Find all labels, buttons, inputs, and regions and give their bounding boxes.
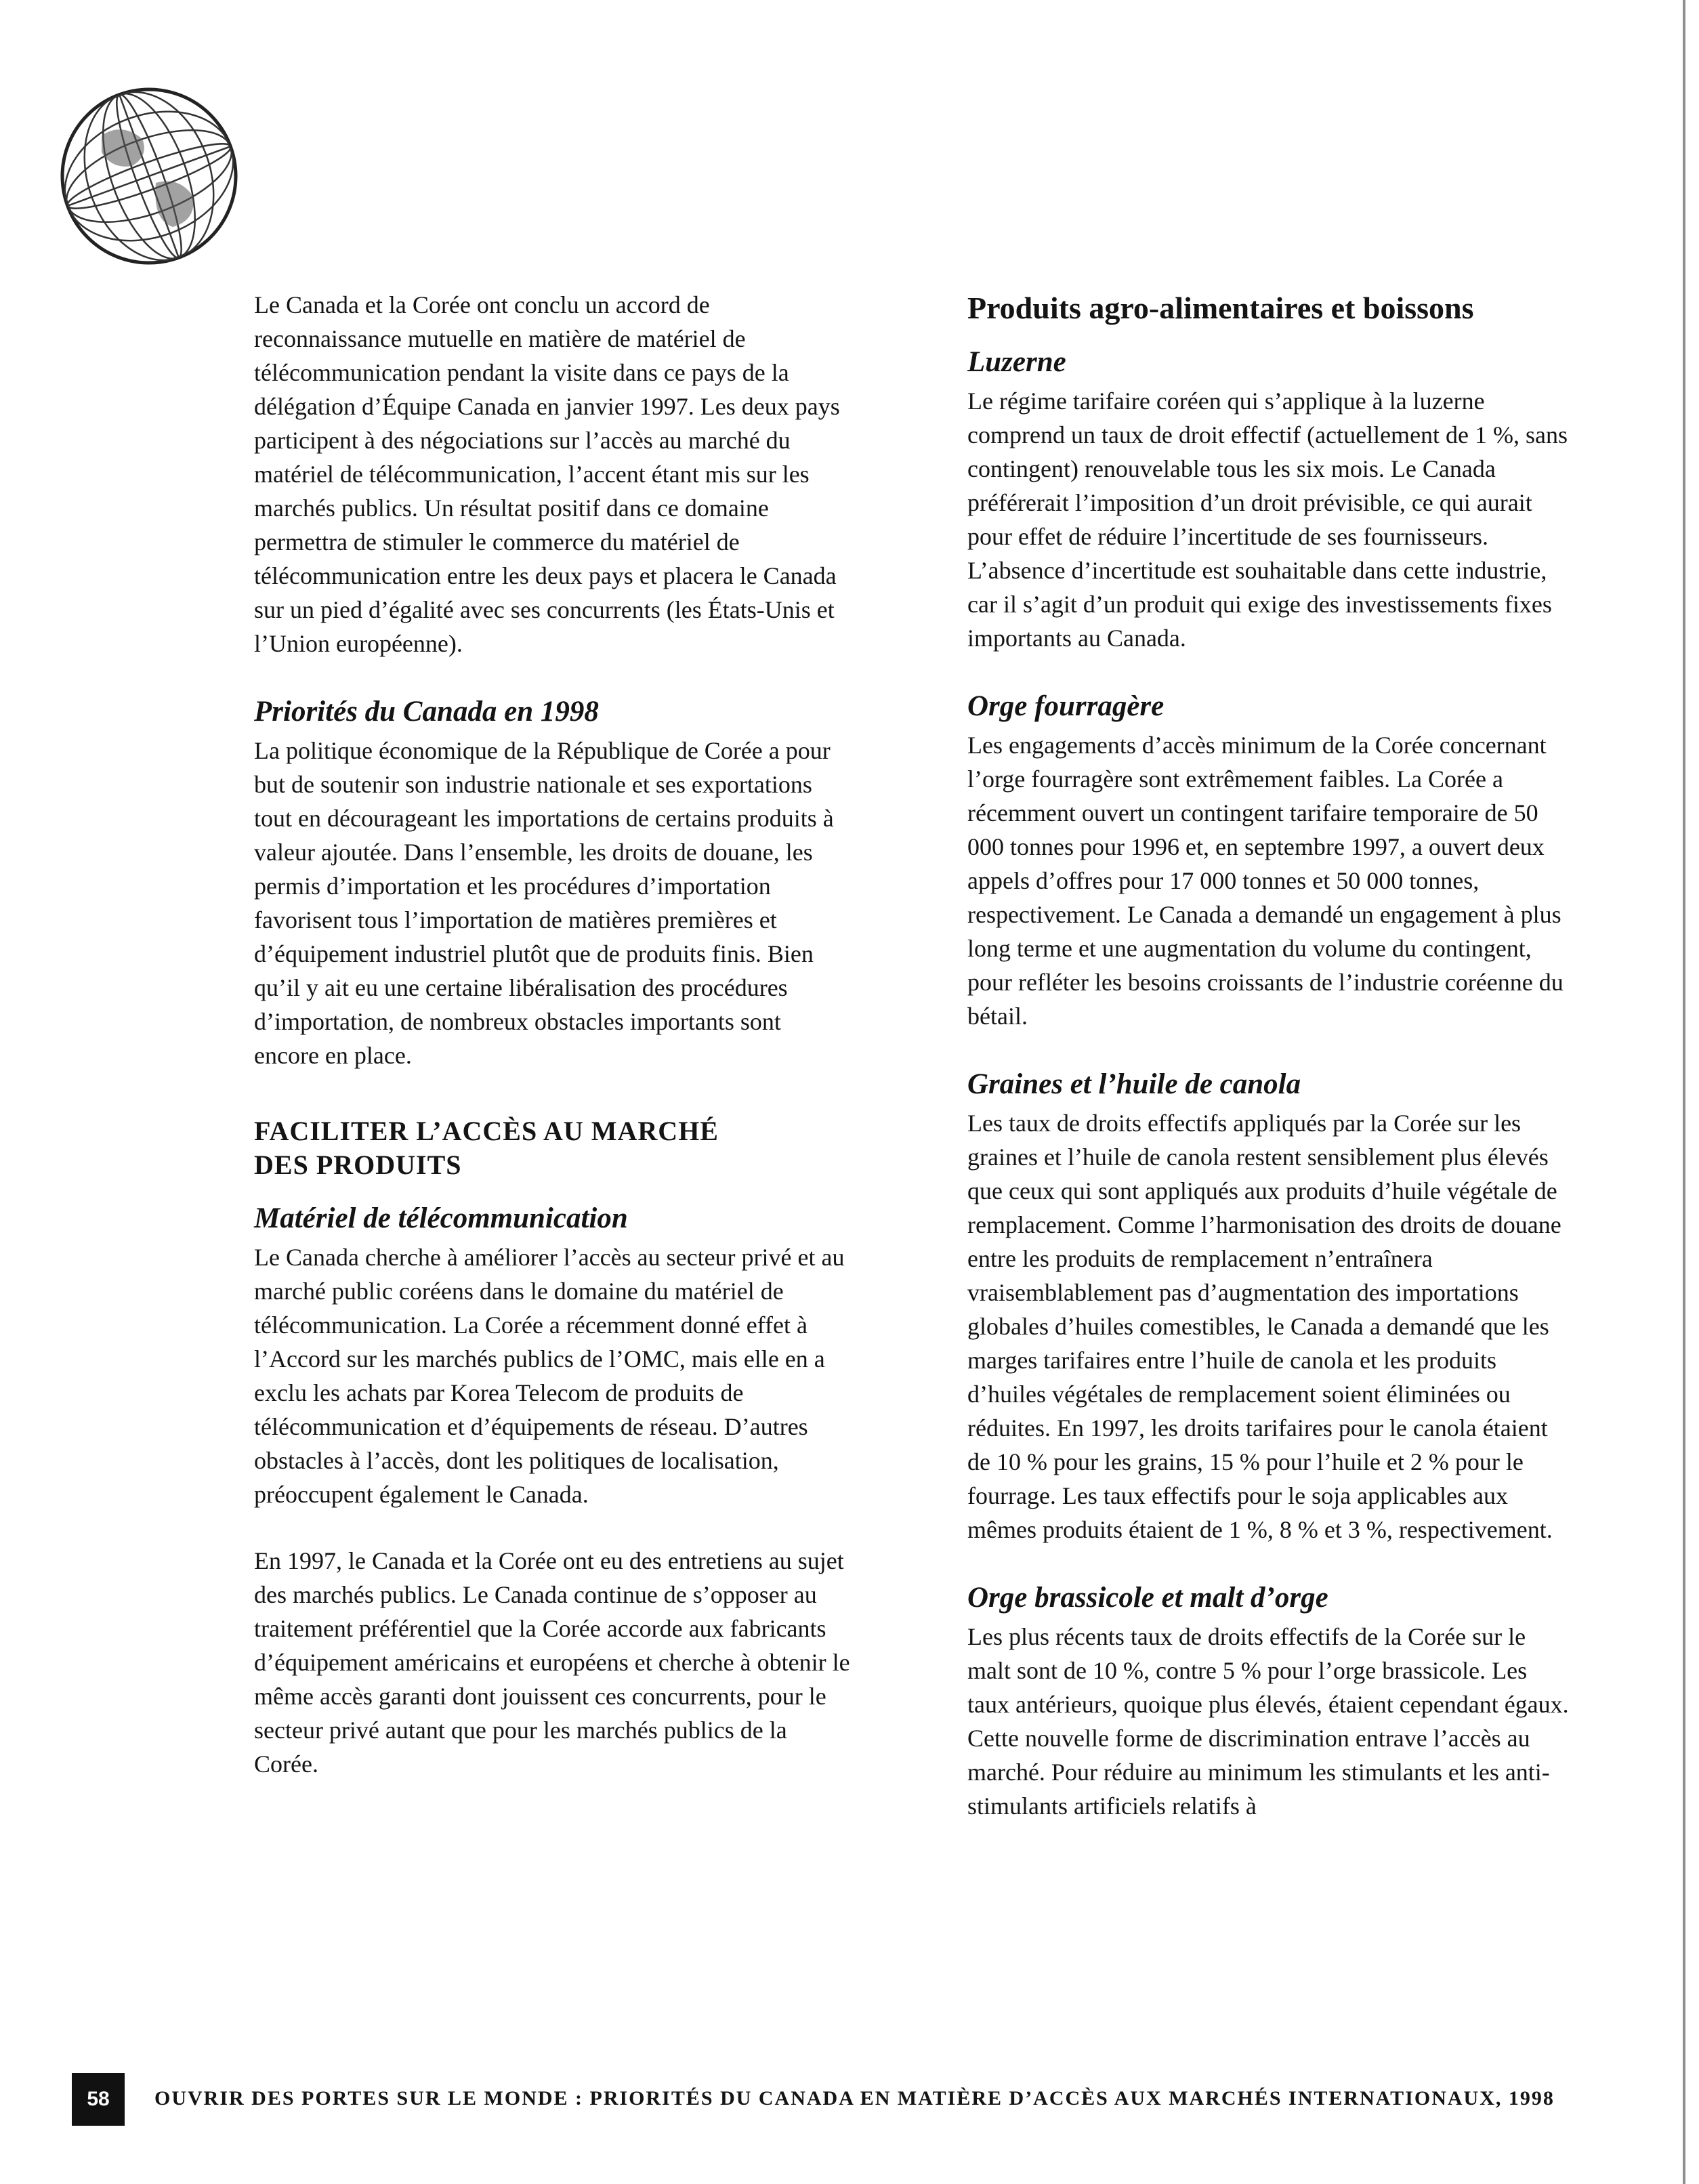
running-title: OUVRIR DES PORTES SUR LE MONDE : PRIORITÉS DU CANADA EN MATIÈRE D’ACCÈS AUX MARCHÉS INTERNATIONAUX, 1998 (154, 2087, 1555, 2109)
scan-edge-divider (1683, 0, 1685, 2184)
left-column (254, 288, 850, 1813)
canola-paragraph: Les taux de droits effectifs appliqués par la Corée sur les graines et l’huile de canola restent sensiblement plus élevés que ceux qui sont appliqués aux produits d’huile végétale de remplacement. Comme l’harmonisation des droits de douane entre les produits de remplacement n’entraînera vraisemblablement pas d’augmentation des importations globales d’huiles comestibles, le Canada a demandé que les marges tarifaires entre l’huile de canola et les produits d’huiles végétales de remplacement soient éliminées ou réduites. En 1997, les droits tarifaires pour le canola étaient de 10 % pour les grains, 15 % pour l’huile et 2 % pour le fourrage. Les taux effectifs pour le soja applicables aux mêmes produits étaient de 1 %, 8 % et 3 %, respectivement. (967, 1110, 1561, 1543)
luzerne-paragraph: Le régime tarifaire coréen qui s’applique à la luzerne comprend un taux de droit effectif (actuellement de 1 %, sans contingent) renouvelable tous les six mois. Le Canada préférerait l’imposition d’un droit prévisible, ce qui aurait pour effet de réduire l’incertitude de ses fournisseurs. L’absence d’incertitude est souhaitable dans cette industrie, car il s’agit d’un produit qui exige des investissements fixes importants au Canada. (967, 387, 1568, 652)
intro-paragraph: Le Canada et la Corée ont conclu un accord de reconnaissance mutuelle en matière de matériel de télécommunication pendant la visite dans ce pays de la délégation d’Équipe Canada en janvier 1997. Les deux pays participent à des négociations sur l’accès au marché du matériel de télécommunication, l’accent étant mis sur les marchés publics. Un résultat positif dans ce domaine permettra de stimuler le commerce du matériel de télécommunication entre les deux pays et placera le Canada sur un pied d’égalité avec ses concurrents (les États-Unis et l’Union européenne). (254, 291, 840, 657)
section-heading-line2: DES PRODUITS (254, 1150, 462, 1180)
globe-icon (54, 81, 244, 271)
right-column (967, 288, 1570, 1855)
priorities-paragraph: La politique économique de la République de Corée a pour but de soutenir son industrie nationale et ses exportations tout en décourageant les importations de certains produits à valeur ajoutée. Dans l’ensemble, les droits de douane, les permis d’importation et les procédures d’importation favorisent tous l’importation de matières premières et d’équipement industriel plutôt que de produits finis. Bien qu’il y ait eu une certaine libéralisation des procédures d’importation, de nombreux obstacles importants sont encore en place. (254, 737, 834, 1069)
telecom-paragraph-2: En 1997, le Canada et la Corée ont eu des entretiens au sujet des marchés publics. Le Canada continue de s’opposer au traitement préférentiel que la Corée accorde aux fabricants d’équipement américains et européens et cherche à obtenir le même accès garanti dont jouissent ces concurrents, pour le secteur privé autant que pour les marchés publics de la Corée. (254, 1547, 850, 1778)
canola-heading: Graines et l’huile de canola (967, 1068, 1301, 1100)
section-heading (254, 1114, 850, 1182)
orge-paragraph: Les engagements d’accès minimum de la Corée concernant l’orge fourragère sont extrêmement faibles. La Corée a récemment ouvert un contingent tarifaire temporaire de 50 000 tonnes pour 1996 et, en septembre 1997, a ouvert deux appels d’offres pour 17 000 tonnes et 50 000 tonnes, respectivement. Le Canada a demandé un engagement à plus long terme et une augmentation du volume du contingent, pour refléter les besoins croissants de l’industrie coréenne du bétail. (967, 732, 1564, 1030)
telecom-heading: Matériel de télécommunication (254, 1202, 628, 1234)
section-heading-line1: FACILITER L’ACCÈS AU MARCHÉ (254, 1116, 719, 1146)
priorities-heading: Priorités du Canada en 1998 (254, 696, 599, 728)
telecom-paragraph-1: Le Canada cherche à améliorer l’accès au secteur privé et au marché public coréens dans le domaine du matériel de télécommunication. La Corée a récemment donné effet à l’Accord sur les marchés publics de l’OMC, mais elle en a exclu les achats par Korea Telecom de produits de télécommunication et d’équipements de réseau. D’autres obstacles à l’accès, dont les politiques de localisation, préoccupent également le Canada. (254, 1244, 845, 1508)
malt-heading: Orge brassicole et malt d’orge (967, 1582, 1328, 1614)
page-number: 58 (72, 2073, 125, 2126)
luzerne-heading: Luzerne (967, 346, 1066, 378)
orge-heading: Orge fourragère (967, 690, 1165, 722)
agri-main-heading: Produits agro-alimentaires et boissons (967, 291, 1474, 325)
malt-paragraph: Les plus récents taux de droits effectifs de la Corée sur le malt sont de 10 %, contre 5 % pour l’orge brassicole. Les taux antérieurs, quoique plus élevés, étaient cependant égaux. Cette nouvelle forme de discrimination entrave l’accès au marché. Pour réduire au minimum les stimulants et les anti-stimulants artificiels relatifs à (967, 1623, 1569, 1820)
